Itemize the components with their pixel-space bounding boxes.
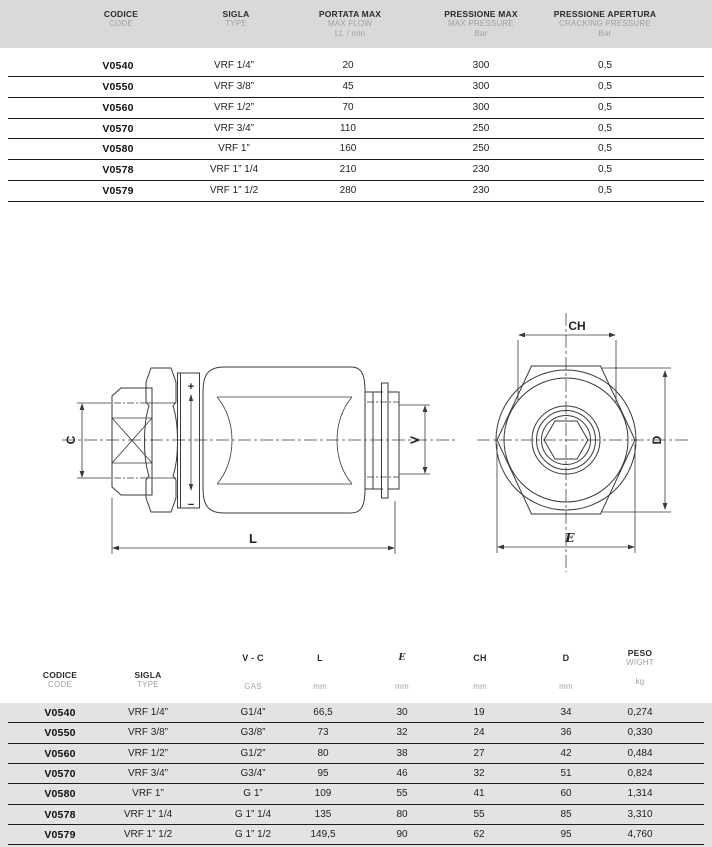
value-cell: 0,330 <box>627 727 653 739</box>
thread-lines-right <box>367 402 399 477</box>
value-cell: 51 <box>560 768 572 780</box>
header-unit: Bar <box>598 29 612 38</box>
value-cell: 160 <box>339 143 357 155</box>
value-cell: 95 <box>317 768 329 780</box>
header-unit: kg <box>635 677 645 686</box>
value-cell: 55 <box>473 808 485 820</box>
dim-label-e: E <box>565 531 575 545</box>
header-subline: CODE <box>48 680 72 689</box>
value-cell: 38 <box>396 747 408 759</box>
value-cell: 210 <box>339 164 357 176</box>
header-line: CODICE <box>42 670 78 680</box>
value-cell: G 1” <box>243 788 263 800</box>
value-cell: VRF 1/4” <box>213 60 254 71</box>
header-unit: GAS <box>244 682 262 691</box>
header-subline: TYPE <box>225 19 247 28</box>
header-unit: Lt. / min <box>334 29 366 38</box>
value-cell: 230 <box>472 185 490 197</box>
header-subline: CODE <box>109 19 133 28</box>
end-cap <box>388 392 399 489</box>
flange-plate <box>382 383 389 498</box>
header-subline: CRACKING PRESSURE <box>559 19 651 28</box>
table-row <box>8 825 704 845</box>
value-cell: 0,5 <box>598 143 612 155</box>
value-cell: 24 <box>473 727 485 739</box>
value-cell: 55 <box>396 788 408 800</box>
value-cell: 45 <box>342 80 354 92</box>
header-portata-max <box>275 9 425 39</box>
table-row <box>8 744 704 764</box>
value-cell: 0,5 <box>598 122 612 134</box>
value-cell: 149,5 <box>310 829 336 841</box>
header-unit: Bar <box>474 29 488 38</box>
value-cell: 1,314 <box>627 788 653 800</box>
code-cell: V0540 <box>102 60 134 72</box>
value-cell: VRF 3/8” <box>127 727 168 739</box>
table-row <box>8 784 704 804</box>
header-line: E <box>398 653 406 663</box>
table-row <box>8 98 704 119</box>
value-cell: G 1” 1/2 <box>234 829 272 841</box>
header-subline: MAX FLOW <box>327 19 373 28</box>
dim-label-d: D <box>650 435 664 445</box>
value-cell: VRF 1” 1/4 <box>123 808 173 820</box>
value-cell: 0,5 <box>598 185 612 197</box>
bottom-table-body <box>8 703 704 845</box>
header-line: PESO <box>627 648 653 658</box>
header-line: V - C <box>242 653 264 663</box>
value-cell: 230 <box>472 164 490 176</box>
header-pressione-apertura <box>530 9 680 39</box>
header-unit: mm <box>473 682 487 691</box>
body-hex-flats <box>217 397 352 484</box>
code-cell: V0579 <box>44 829 76 842</box>
value-cell: VRF 3/4” <box>127 768 168 780</box>
value-cell: 41 <box>473 788 485 800</box>
hex-collar-flats <box>146 403 176 478</box>
dim-label-v: V <box>408 435 422 445</box>
value-cell: VRF 1” 1/2 <box>209 185 259 197</box>
header-sigla <box>88 670 208 690</box>
code-cell: V0580 <box>102 143 134 156</box>
valve-left-port <box>112 388 152 495</box>
header-peso <box>580 648 700 687</box>
code-cell: V0578 <box>102 164 134 177</box>
value-cell: VRF 3/8” <box>213 80 254 92</box>
value-cell: 46 <box>396 768 408 780</box>
thread-cross <box>112 418 152 463</box>
table-row <box>8 160 704 181</box>
value-cell: G3/8” <box>240 727 266 739</box>
value-cell: 73 <box>317 727 329 739</box>
table-row <box>8 703 704 723</box>
dim-label-l: L <box>249 531 257 546</box>
header-subline: TYPE <box>137 680 159 689</box>
value-cell: 300 <box>472 60 490 71</box>
value-cell: 280 <box>339 185 357 197</box>
code-cell: V0560 <box>44 747 76 760</box>
dim-ch-extensions <box>518 340 616 402</box>
value-cell: 32 <box>396 727 408 739</box>
value-cell: G 1” 1/4 <box>234 808 272 820</box>
value-cell: G1/2” <box>240 747 266 759</box>
table-row <box>8 56 704 77</box>
value-cell: 0,5 <box>598 80 612 92</box>
table-row <box>8 723 704 743</box>
code-cell: V0580 <box>44 788 76 801</box>
header-line: PORTATA MAX <box>318 9 382 19</box>
dim-label-c: C <box>64 435 78 445</box>
header-line: SIGLA <box>134 670 162 680</box>
value-cell: 300 <box>472 80 490 92</box>
value-cell: G1/4” <box>240 707 266 718</box>
code-cell: V0570 <box>44 768 76 781</box>
header-unit: mm <box>395 682 409 691</box>
value-cell: 109 <box>314 788 332 800</box>
top-table-body <box>8 56 704 202</box>
code-cell: V0550 <box>44 727 76 740</box>
value-cell: 90 <box>396 829 408 841</box>
code-cell: V0560 <box>102 101 134 114</box>
value-cell: VRF 1/2” <box>213 101 254 113</box>
value-cell: 250 <box>472 122 490 134</box>
code-cell: V0570 <box>102 122 134 135</box>
value-cell: 0,484 <box>627 747 653 759</box>
header-line: CODICE <box>103 9 139 19</box>
dimension-arrowheads <box>80 333 668 551</box>
value-cell: 60 <box>560 788 572 800</box>
value-cell: 0,5 <box>598 60 612 71</box>
minus-mark: − <box>187 499 195 511</box>
code-cell: V0540 <box>44 707 76 719</box>
table-row <box>8 119 704 140</box>
header-line: SIGLA <box>222 9 250 19</box>
value-cell: 0,824 <box>627 768 653 780</box>
value-cell: 19 <box>473 707 485 718</box>
table-row <box>8 805 704 825</box>
value-cell: 0,5 <box>598 101 612 113</box>
value-cell: 32 <box>473 768 485 780</box>
value-cell: VRF 1” <box>132 788 164 800</box>
table-row <box>8 764 704 784</box>
header-line: CH <box>473 653 487 663</box>
header-subline: WIGHT <box>626 658 654 667</box>
header-line: PRESSIONE APERTURA <box>553 9 657 19</box>
value-cell: 20 <box>342 60 354 71</box>
value-cell: 62 <box>473 829 485 841</box>
value-cell: 95 <box>560 829 572 841</box>
value-cell: VRF 1” 1/2 <box>123 829 173 841</box>
value-cell: VRF 1” <box>218 143 250 155</box>
value-cell: 0,5 <box>598 164 612 176</box>
value-cell: 80 <box>317 747 329 759</box>
value-cell: 30 <box>396 707 408 718</box>
body-turned-arcs <box>217 397 352 484</box>
header-subline: MAX PRESSURE <box>448 19 514 28</box>
table-row <box>8 77 704 98</box>
value-cell: 3,310 <box>627 808 653 820</box>
value-cell: 135 <box>314 808 332 820</box>
code-cell: V0579 <box>102 185 134 198</box>
value-cell: 34 <box>560 707 572 718</box>
value-cell: 85 <box>560 808 572 820</box>
technical-drawing <box>0 300 712 590</box>
table-row <box>8 139 704 160</box>
value-cell: G3/4” <box>240 768 266 780</box>
code-cell: V0550 <box>102 80 134 93</box>
value-cell: 80 <box>396 808 408 820</box>
value-cell: 70 <box>342 101 354 113</box>
header-unit: mm <box>559 682 573 691</box>
value-cell: 4,760 <box>627 829 653 841</box>
code-cell: V0578 <box>44 808 76 821</box>
value-cell: VRF 1/4” <box>127 707 168 718</box>
value-cell: VRF 3/4” <box>213 122 254 134</box>
header-unit: mm <box>313 682 327 691</box>
value-cell: 42 <box>560 747 572 759</box>
top-table-header-band <box>0 0 712 48</box>
table-row <box>8 181 704 202</box>
dim-label-ch: CH <box>568 319 586 333</box>
value-cell: 36 <box>560 727 572 739</box>
value-cell: 110 <box>340 122 356 134</box>
value-cell: VRF 1/2” <box>127 747 168 759</box>
value-cell: 300 <box>472 101 490 113</box>
right-neck <box>365 392 383 489</box>
value-cell: VRF 1” 1/4 <box>209 164 259 176</box>
value-cell: 250 <box>472 143 490 155</box>
value-cell: 0,274 <box>627 707 653 718</box>
adjustment-ring <box>178 373 200 508</box>
header-line: PRESSIONE MAX <box>444 9 518 19</box>
header-line: L <box>317 653 323 663</box>
header-line: D <box>562 653 570 663</box>
value-cell: 27 <box>473 747 485 759</box>
plus-mark: + <box>187 381 195 393</box>
value-cell: 66,5 <box>313 707 333 718</box>
